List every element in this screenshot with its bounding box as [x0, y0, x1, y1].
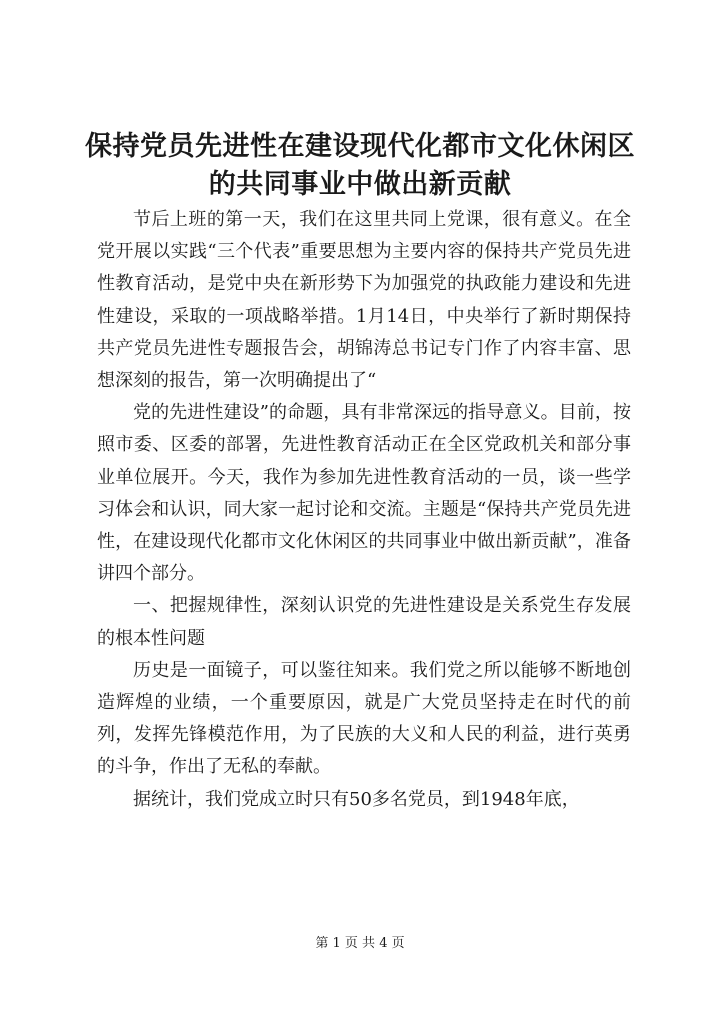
- page-footer: 第 1 页 共 4 页: [315, 936, 405, 951]
- title-line-2: 的共同事业中做出新贡献: [208, 169, 512, 200]
- paragraph-2: 党的先进性建设”的命题，具有非常深远的指导意义。目前，按照市委、区委的部署，先进性教育活动正在全区党政机关和部分事业单位展开。今天，我作为参加先进性教育活动的一员，谈一些学习体会和认识，同大家一起讨论和交流。主题是“保持共产党员先进性，在建设现代化都市文化休闲区的共同事业中做出新贡献”，准备讲四个部分。: [97, 402, 631, 585]
- page-title: [80, 128, 640, 204]
- paragraph-4: 据统计，我们党成立时只有50多名党员，到1948年底，: [133, 788, 580, 810]
- paragraph-3: 历史是一面镜子，可以鉴往知来。我们党之所以能够不断地创造辉煌的业绩，一个重要原因，就是广大党员坚持走在时代的前列，发挥先锋模范作用，为了民族的大义和人民的利益，进行英勇的斗争，作出了无私的奉献。: [97, 659, 631, 778]
- section-heading-1: 一、把握规律性，深刻认识党的先进性建设是关系党生存发展的根本性问题: [97, 595, 631, 649]
- document-body: [97, 204, 631, 816]
- paragraph-1: 节后上班的第一天，我们在这里共同上党课，很有意义。在全党开展以实践“三个代表”重要思想为主要内容的保持共产党员先进性教育活动，是党中央在新形势下为加强党的执政能力建设和先进性建设，采取的一项战略举措。1月14日，中央举行了新时期保持共产党员先进性专题报告会，胡锦涛总书记专门作了内容丰富、思想深刻的报告，第一次明确提出了“: [97, 209, 631, 392]
- title-line-1: 保持党员先进性在建设现代化都市文化休闲区: [85, 131, 635, 162]
